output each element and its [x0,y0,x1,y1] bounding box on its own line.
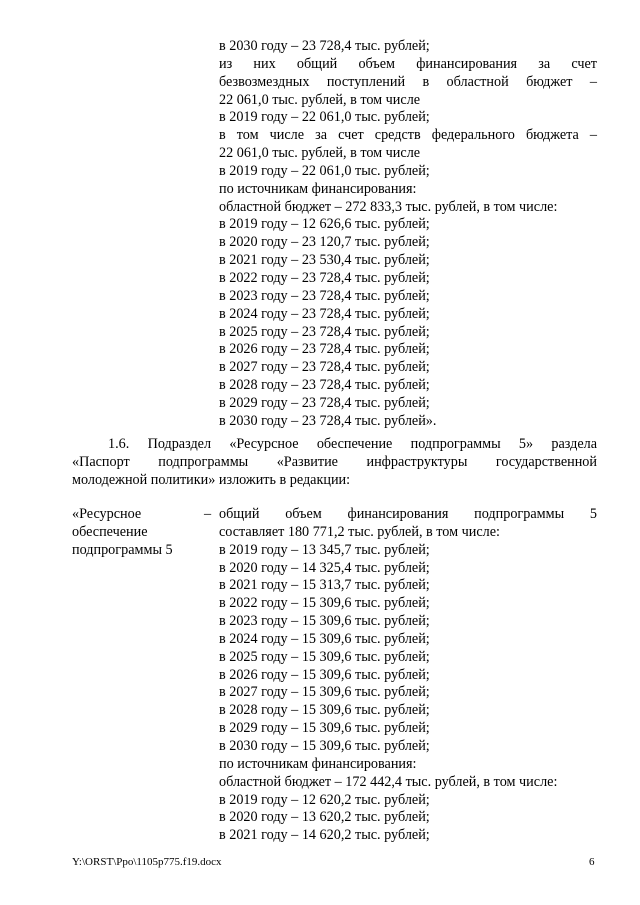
text-line: в 2019 году – 12 626,6 тыс. рублей; [219,216,430,233]
text-line: в 2027 году – 15 309,6 тыс. рублей; [219,684,430,701]
text-line: областной бюджет – 272 833,3 тыс. рублей, в том числе: [219,198,558,215]
text-line: «Паспорт подпрограммы «Развитие инфраструктуры государственной [72,453,597,470]
text-line: в 2021 году – 23 530,4 тыс. рублей; [219,252,430,269]
text-line: в 2022 году – 23 728,4 тыс. рублей; [219,269,430,286]
text-line: в 2022 году – 15 309,6 тыс. рублей; [219,595,430,612]
text-line: в 2019 году – 22 061,0 тыс. рублей; [219,162,430,179]
text-line: безвозмездных поступлений в областной бюджет – [219,73,597,90]
text-line: из них общий объем финансирования за счет [219,55,597,72]
text-line: 22 061,0 тыс. рублей, в том числе [219,91,421,108]
text-line: в 2021 году – 14 620,2 тыс. рублей; [219,827,430,844]
text-line: «Ресурсное [72,506,142,522]
text-line: в 2019 году – 12 620,2 тыс. рублей; [219,791,430,808]
text-line: подпрограммы 5 [72,541,173,558]
text-line: в том числе за счет средств федерального бюджета – [219,127,597,144]
footer-file-path: Y:\ORST\Ppo\1105p775.f19.docx [72,856,222,868]
text-line: в 2025 году – 23 728,4 тыс. рублей; [219,323,430,340]
text-line: в 2019 году – 22 061,0 тыс. рублей; [219,109,430,126]
text-line: в 2027 году – 23 728,4 тыс. рублей; [219,359,430,376]
text-line: в 2023 году – 15 309,6 тыс. рублей; [219,613,430,630]
resource-provision-label [72,506,212,560]
text-line: в 2028 году – 23 728,4 тыс. рублей; [219,377,430,394]
text-line: в 2020 году – 13 620,2 тыс. рублей; [219,809,430,826]
text-line: в 2029 году – 23 728,4 тыс. рублей; [219,394,430,411]
page-number: 6 [589,856,595,868]
text-line: в 2026 году – 23 728,4 тыс. рублей; [219,341,430,358]
text-line: в 2029 году – 15 309,6 тыс. рублей; [219,720,430,737]
text-line: областной бюджет – 172 442,4 тыс. рублей, в том числе: [219,773,558,790]
text-line: в 2021 году – 15 313,7 тыс. рублей; [219,577,430,594]
text-line: составляет 180 771,2 тыс. рублей, в том числе: [219,523,500,540]
text-line: в 2023 году – 23 728,4 тыс. рублей; [219,287,430,304]
text-line: в 2019 году – 13 345,7 тыс. рублей; [219,541,430,558]
text-line: в 2020 году – 14 325,4 тыс. рублей; [219,559,430,576]
text-line: 1.6. Подраздел «Ресурсное обеспечение подпрограммы 5» раздела [108,436,597,452]
text-line: обеспечение [72,523,148,540]
label-dash: – [204,506,212,522]
text-line: 22 061,0 тыс. рублей, в том числе [219,145,421,162]
text-line: в 2024 году – 23 728,4 тыс. рублей; [219,305,430,322]
text-line: по источникам финансирования: [219,755,417,772]
financing-text-block-1 [219,38,597,431]
text-line: в 2026 году – 15 309,6 тыс. рублей; [219,666,430,683]
text-line: в 2024 году – 15 309,6 тыс. рублей; [219,630,430,647]
paragraph-1-6 [72,436,597,490]
text-line: в 2028 году – 15 309,6 тыс. рублей; [219,702,430,719]
text-line: в 2030 году – 23 728,4 тыс. рублей; [219,38,430,54]
text-line: по источникам финансирования: [219,180,417,197]
financing-text-block-2 [219,506,597,845]
text-line: в 2030 году – 15 309,6 тыс. рублей; [219,737,430,754]
text-line: в 2025 году – 15 309,6 тыс. рублей; [219,648,430,665]
text-line: в 2030 году – 23 728,4 тыс. рублей». [219,412,437,429]
text-line: молодежной политики» изложить в редакции: [72,471,351,488]
text-line: в 2020 году – 23 120,7 тыс. рублей; [219,234,430,251]
text-line: общий объем финансирования подпрограммы 5 [219,506,597,522]
